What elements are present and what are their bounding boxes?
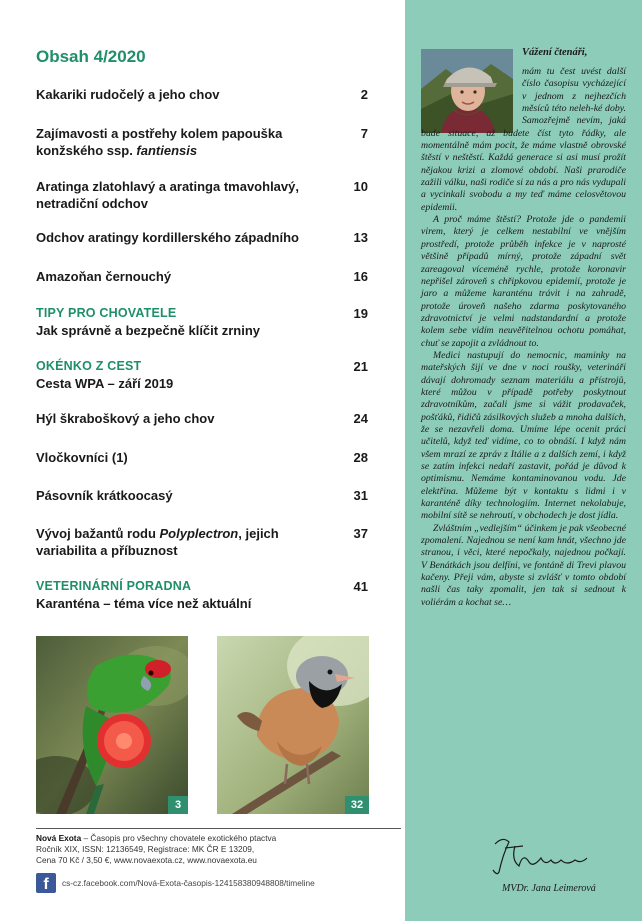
toc-entry[interactable] [36,578,368,612]
toc-title: Obsah 4/2020 [36,47,146,66]
facebook-link[interactable]: cs-cz.facebook.com/Nová-Exota-časopis-124158380948808/timeline [62,878,315,888]
imprint-line-1: – Časopis pro všechny chovatele exotického ptactva [81,833,277,843]
signer-name: MVDr. Jana Leimerová [502,883,596,894]
toc-title-part: Polyplectron [159,526,239,541]
toc-category: TIPY PRO CHOVATELE [36,306,177,320]
toc-page-number: 7 [360,126,368,141]
toc-title-part: konžského ssp. [36,143,137,158]
toc-entry[interactable] [36,410,368,427]
letter-paragraph: A proč máme štěstí? Protože jde o pandemii virem, který je celkem nestabilní ve vnějším prostředí, protože průběh infekce je v naprosté většině případů mírný, protože západní svět zareagoval víceméně rychle, protože koronavir nepřišel zároveň s chřipkovou epidemií, protože je jaro a můžeme karanténu trávit i na zahradě, protože úroveň našeho zdarma poskytovaného zdravotnictví je velmi nadstandardní a protože kolem sebe vidím neuvěřitelnou ochotu pomáhat, chuť se zapojit a zvládnout to. [421,214,626,349]
toc-page-number: 28 [353,450,368,465]
toc-entry[interactable] [36,525,368,559]
toc-entry-title: Cesta WPA – září 2019 [36,376,174,391]
toc-entry[interactable] [36,487,368,504]
toc-entry[interactable] [36,305,368,339]
toc-page-number: 19 [353,306,368,321]
toc-entry[interactable] [36,268,368,285]
toc-entry[interactable] [36,358,368,392]
letter-greeting: Vážení čtenáři, [522,47,588,58]
page-badge-3: 3 [168,796,188,814]
toc-entry-title: Vločkovníci (1) [36,450,128,465]
letter-paragraph: Medici nastupují do nemocnic, maminky na mateřských šijí ve dne v noci roušky, veterináři dávají dohromady seznam materiálu a přístrojů, které můžou v případě potřeby poskytnout zdravotníkům, začali jsme si vážit prodavaček, pošťáků, řidičů zásilkových služeb a mnoha dalších, že se nezavřeli doma. Umíme lépe ocenit práci učitelů, když teď vidíme, co to obnáší. I když nám všem mrazí ze zpráv z Itálie a z dalších zemí, i když se zatím infekci nedaří zastavit, pořád je důvod k optimismu. Nemáme kontaminovanou vodu. Jde elektřina. Můžeme být v kontaktu s lidmi i v karanténě díky technologiím. Internet nekolabuje, mobilní sítě se nehroutí, v obchodech je dost jídla. [421,349,626,522]
brand-name: Nová Exota [36,833,82,843]
toc-page-number: 13 [353,230,368,245]
toc-title-part: Vývoj bažantů rodu [36,526,160,541]
toc-entry-title: Hýl škraboškový a jeho chov [36,411,215,426]
finch-photo [217,636,369,814]
toc-page-number: 41 [353,579,368,594]
toc-entry-title: Kakariki rudočelý a jeho chov [36,87,220,102]
toc-entry[interactable] [36,229,368,246]
imprint-line-2: Ročník XIX, ISSN: 12136549, Registrace: MK ČR E 13209, [36,843,255,854]
toc-page-number: 2 [360,87,368,102]
toc-entry-title: Amazoňan černouchý [36,269,172,284]
toc-entry[interactable] [36,178,368,212]
toc-entry-title: Zajímavosti a postřehy kolem papouška [36,126,283,141]
toc-entry-title [36,525,368,542]
toc-page-number: 16 [353,269,368,284]
editorial-column [405,0,642,921]
imprint-line-3: Cena 70 Kč / 3,50 €, www.novaexota.cz, www.novaexota.eu [36,854,257,865]
toc-entry-title: Pásovník krátkoocasý [36,488,173,503]
toc-category: OKÉNKO Z CEST [36,359,142,373]
toc-entry-title: Odchov aratingy kordillerského západního [36,230,299,245]
toc-entry-title: Karanténa – téma více než aktuální [36,596,252,611]
toc-entry[interactable] [36,449,368,466]
toc-entry-title: Jak správně a bezpečně klíčit zrniny [36,323,260,338]
letter-paragraph: mám tu čest uvést další číslo časopisu vycházející v jednom z nejhezčích měsíců této neleh-ké doby. Samozřejmě nevím, jaká bude situace, až budete číst tyto řádky, ale momentálně mám pocit, že máme vlastně obrovské štěstí v neštěstí. Každá generace si asi musí prožít nějakou krizi a zlomové období. Naši prarodiče zažili válku, naši rodiče si za nás a pro nás vydupali a vycinkali svobodu a my teď máme celosvětovou epidemii. [421,66,626,213]
toc-page-number: 37 [353,526,368,541]
toc-entry-title: variabilita a příbuznost [36,543,178,558]
toc-entry[interactable] [36,125,368,159]
portrait-wrap-spacer [421,66,522,127]
toc-entry[interactable] [36,86,368,103]
toc-entry-title: netradiční odchov [36,196,148,211]
toc-entry-title [36,142,368,159]
parrot-photo [36,636,188,814]
parrot-photo-image [36,636,188,814]
editorial-letter [421,66,626,609]
page-badge-32: 32 [345,796,369,814]
toc-category: VETERINÁRNÍ PORADNA [36,579,192,593]
footer-divider [36,828,401,829]
facebook-row[interactable] [36,873,315,893]
imprint [36,833,401,865]
toc-page-number: 21 [353,359,368,374]
signature-image [485,832,595,877]
toc-entry-title: Aratinga zlatohlavý a aratinga tmavohlavý, [36,179,299,194]
toc-title-part: fantiensis [136,143,198,158]
letter-paragraph: Zvláštním „vedlejším“ účinkem je pak všeobecné zpomalení. Najednou se není kam hnát, všechno jde stranou, i věci, které nepočkaly, najednou počkají. V Benátkách jsou delfíni, ve fontáně di Trevi plavou kačeny. Přeji vám, abyste si zvlášť v tomto období našli čas taky zpomalit, jen tak si sednout k voliérám a kochat se… [421,522,626,608]
facebook-icon[interactable]: f [36,873,56,893]
finch-photo-image [217,636,369,814]
toc-page-number: 31 [353,488,368,503]
toc-title-part: , jejich [238,526,279,541]
toc-page-number: 10 [353,179,368,194]
toc-page-number: 24 [353,411,368,426]
